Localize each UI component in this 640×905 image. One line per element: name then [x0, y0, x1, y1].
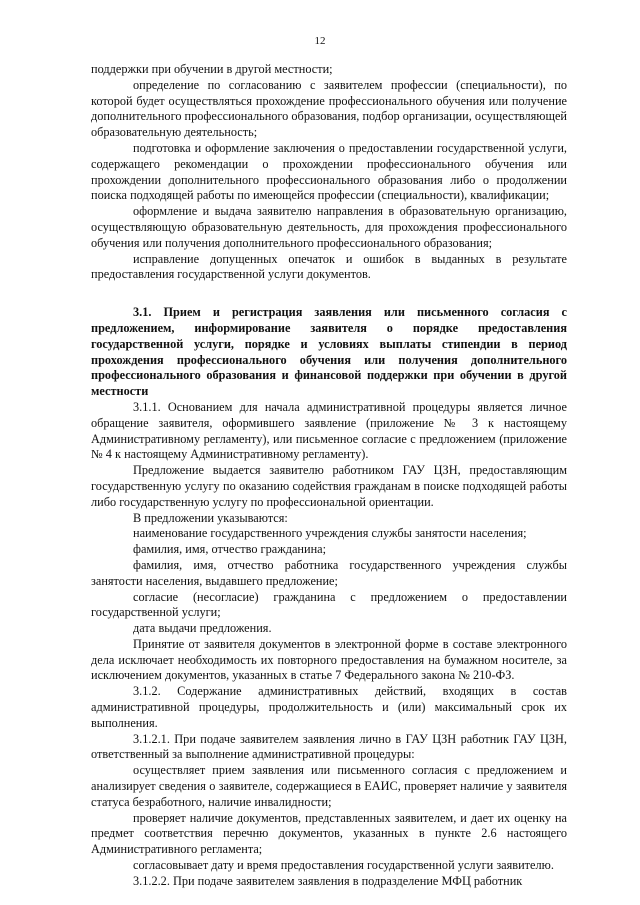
- paragraph: поддержки при обучении в другой местности;: [91, 62, 333, 76]
- paragraph: фамилия, имя, отчество гражданина;: [133, 542, 327, 557]
- paragraph: наименование государственного учреждения службы занятости населения;: [133, 526, 527, 541]
- paragraph: проверяет наличие документов, представленных заявителем, и дает их оценку на предмет соответствия перечню документов, указанных в пункте 2.6 настоящего Административного регламента;: [91, 810, 567, 857]
- section-heading: 3.1. Прием и регистрация заявления или письменного согласия с предложением, информирование заявителя о порядке предоставления государственной услуги, порядке и условиях выплаты стипендии в период прохождения профессионального обучения или получения дополнительного профессионального образования и финансовой поддержки при обучении в другой местности: [91, 305, 567, 399]
- paragraph: 3.1.1. Основанием для начала административной процедуры является личное обращение заявителя, оформившего заявление (приложение № 3 к настоящему Административному регламенту), или письменное согласие с предложением (приложение № 4 к настоящему Административному регламенту).: [91, 399, 567, 462]
- paragraph: определение по согласованию с заявителем профессии (специальности), по которой будет осуществляться прохождение профессионального обучения или получение дополнительного профессионального образования, подбор организации, осуществляющей образовательную деятельность;: [91, 77, 567, 140]
- paragraph: фамилия, имя, отчество работника государственного учреждения службы занятости населения, выдавшего предложение;: [91, 557, 567, 588]
- paragraph: исправление допущенных опечаток и ошибок в выданных в результате предоставления государственной услуги документов.: [91, 251, 567, 282]
- paragraph: В предложении указываются:: [133, 510, 288, 525]
- paragraph: оформление и выдача заявителю направления в образовательную организацию, осуществляющую образовательную деятельность, для прохождения профессионального обучения или получения дополнительного профессионального образования;: [91, 204, 567, 250]
- paragraph: Принятие от заявителя документов в электронной форме в составе электронного дела исключает необходимость их повторного предоставления на бумажном носителе, за исключением документов, указанных в статье 7 Федерального закона № 210-ФЗ.: [91, 636, 567, 683]
- paragraph: 3.1.2.1. При подаче заявителем заявления лично в ГАУ ЦЗН работник ГАУ ЦЗН, ответственный за выполнение административной процедуры:: [91, 731, 567, 762]
- paragraph: согласие (несогласие) гражданина с предложением о предоставлении государственной услуги;: [91, 589, 567, 620]
- paragraph: дата выдачи предложения.: [133, 621, 272, 636]
- paragraph: Предложение выдается заявителю работником ГАУ ЦЗН, предоставляющим государственную услугу по оказанию содействия гражданам в поиске подходящей работы либо государственную услугу по профессиональной ориентации.: [91, 463, 567, 509]
- paragraph: 3.1.2. Содержание административных действий, входящих в состав административной процедуры, продолжительность и (или) максимальный срок их выполнения.: [91, 684, 567, 730]
- paragraph: осуществляет прием заявления или письменного согласия с предложением и анализирует сведения о заявителе, содержащиеся в ЕАИС, проверяет наличие у заявителя статуса безработного, наличие инвалидности;: [91, 763, 567, 809]
- document-body: [91, 62, 567, 890]
- page-number: 12: [314, 35, 326, 47]
- paragraph: подготовка и оформление заключения о предоставлении государственной услуги, содержащего рекомендации о прохождении профессионального обучения или прохождении дополнительного профессионального образования либо о продолжении поиска подходящей работы по имеющейся профессии (специальности), квалификации;: [91, 140, 567, 203]
- paragraph: согласовывает дату и время предоставления государственной услуги заявителю.: [133, 858, 554, 873]
- paragraph: 3.1.2.2. При подаче заявителем заявления в подразделение МФЦ работник: [133, 873, 523, 888]
